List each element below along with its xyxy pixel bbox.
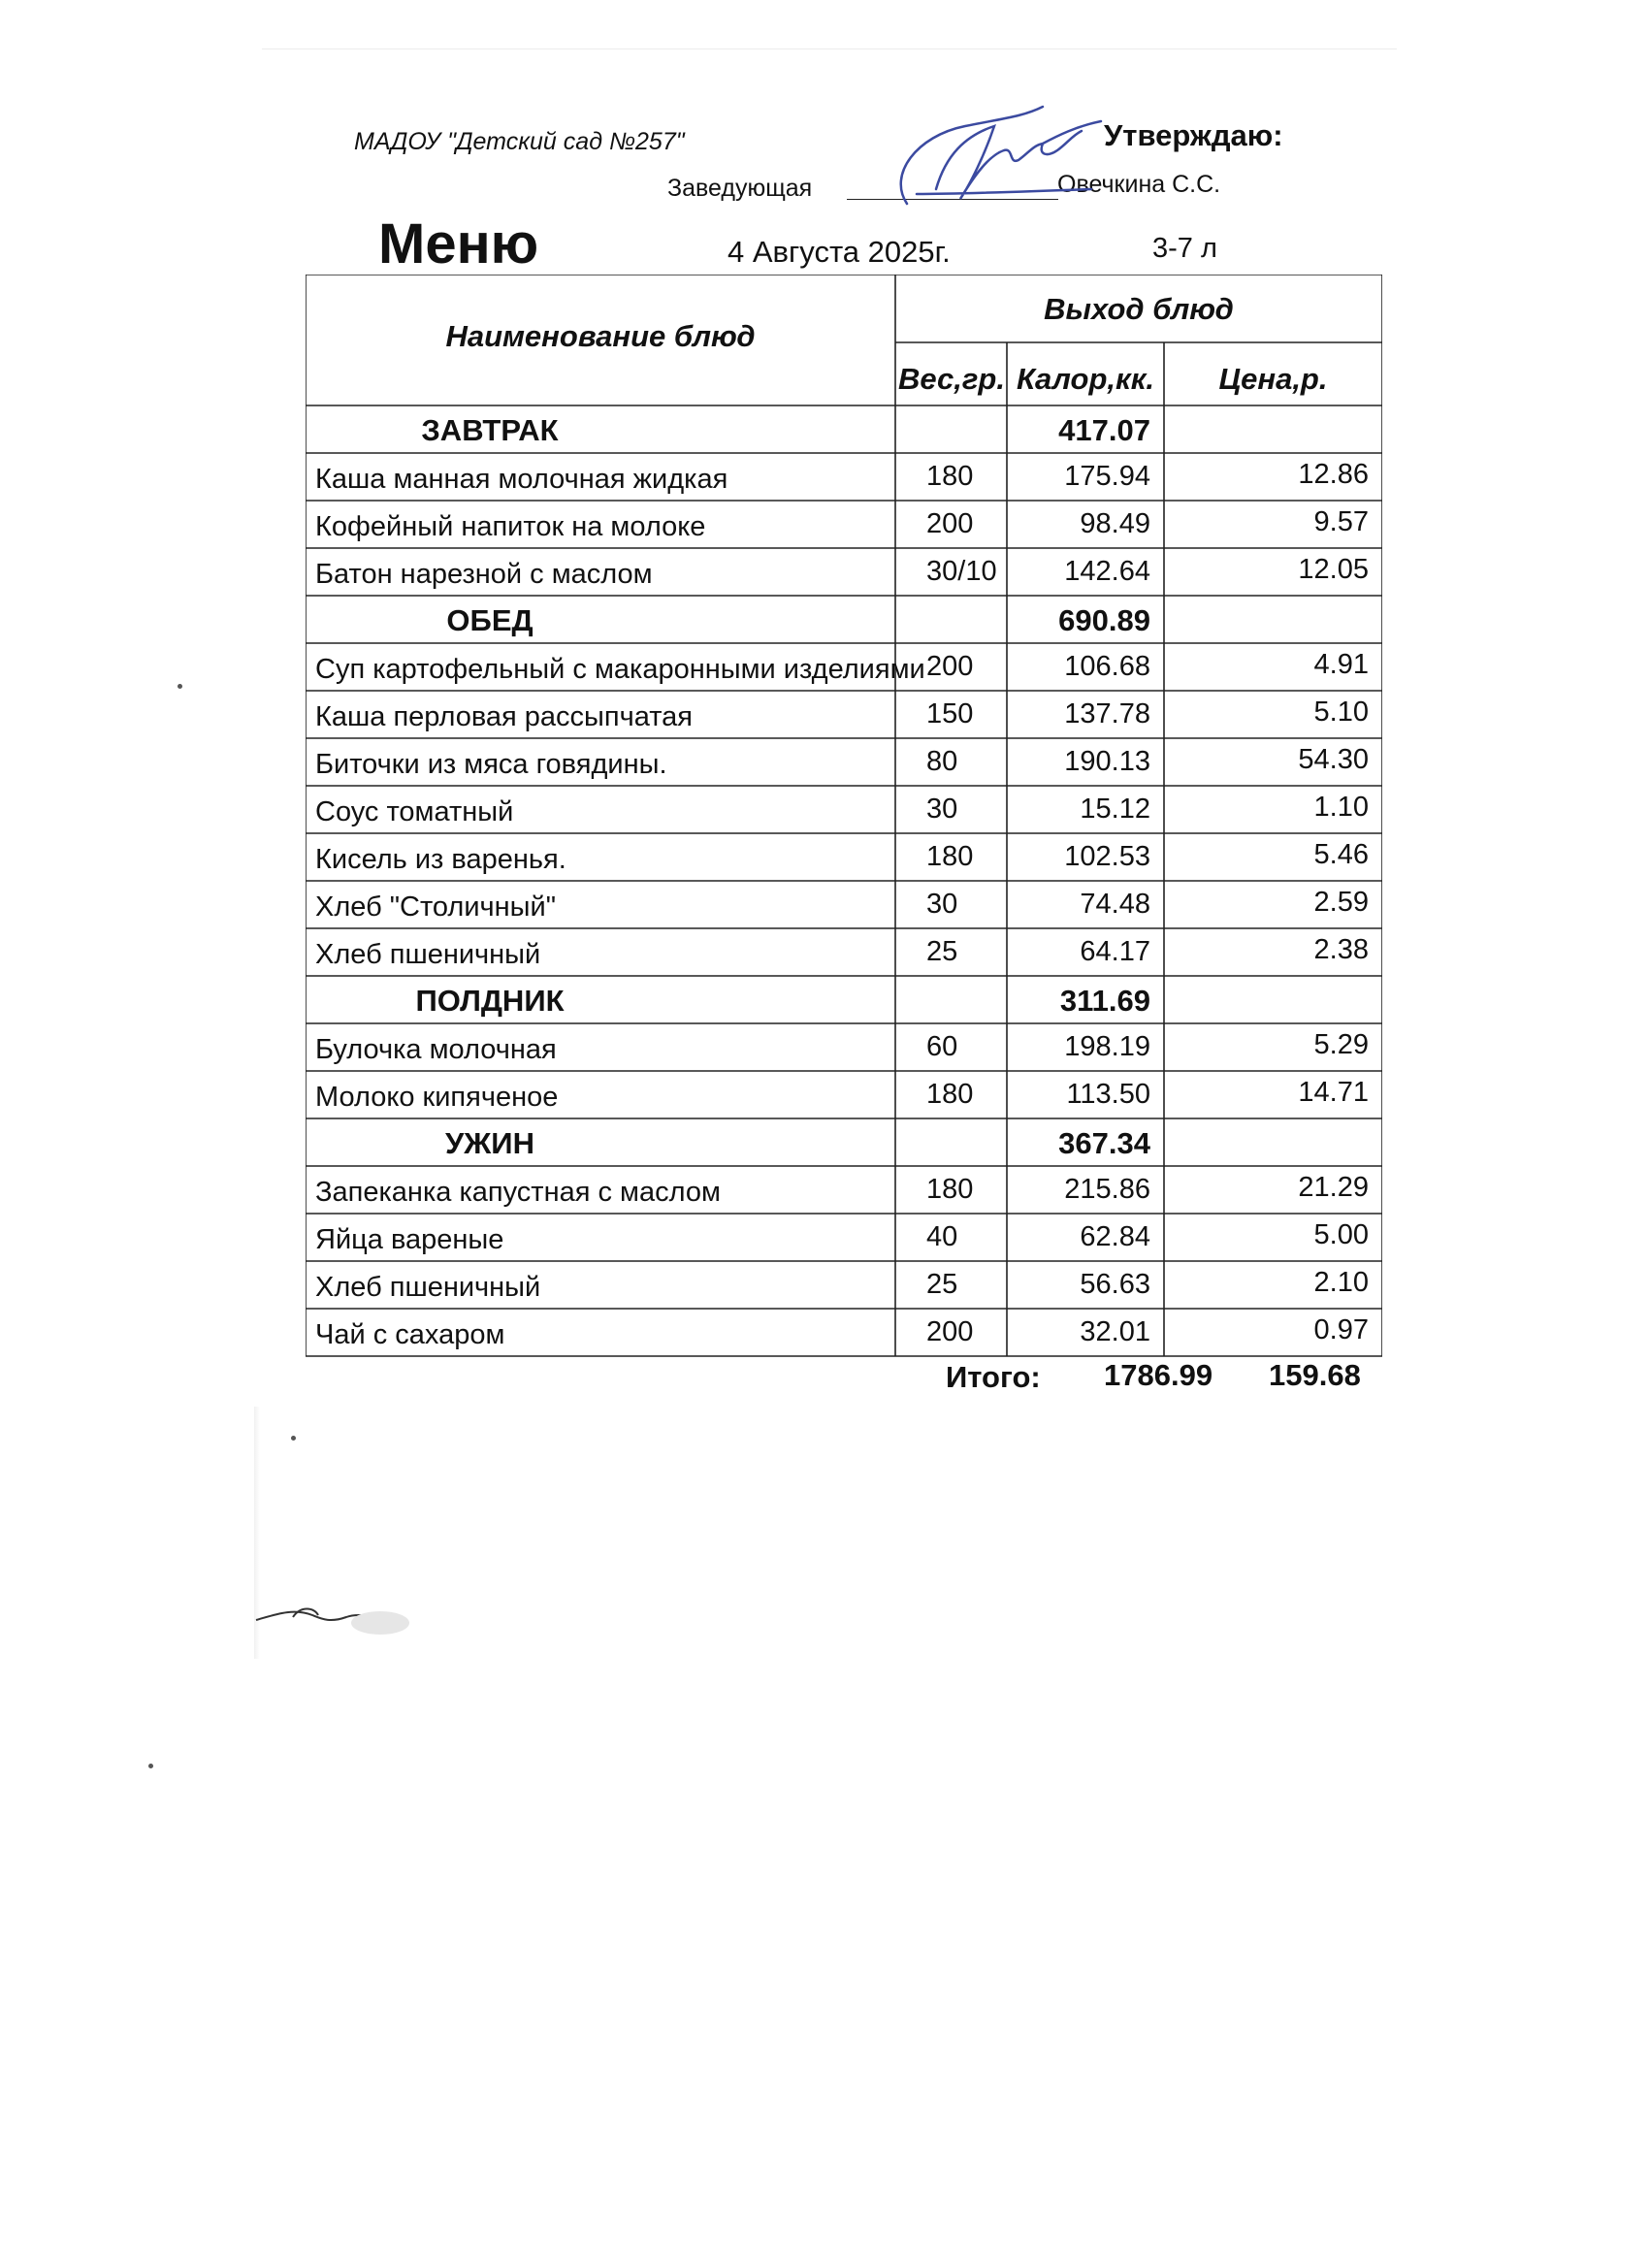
dish-name: Каша перловая рассыпчатая xyxy=(315,701,693,732)
dish-calories: 113.50 xyxy=(1066,1079,1150,1110)
section-title: ЗАВТРАК xyxy=(421,413,559,447)
dish-price: 2.59 xyxy=(1313,887,1369,918)
dish-price: 14.71 xyxy=(1298,1077,1369,1108)
dish-weight: 30 xyxy=(926,794,958,825)
dish-calories: 198.19 xyxy=(1064,1031,1150,1062)
total-calories: 1786.99 xyxy=(1104,1358,1213,1392)
dish-calories: 102.53 xyxy=(1064,841,1150,872)
ink-smudge xyxy=(254,1586,409,1644)
column-header-name: Наименование блюд xyxy=(445,319,756,353)
dish-weight: 180 xyxy=(926,1174,974,1205)
dish-calories: 142.64 xyxy=(1064,556,1150,587)
approve-label: Утверждаю: xyxy=(1104,118,1283,152)
dish-calories: 62.84 xyxy=(1080,1221,1150,1252)
dish-weight: 60 xyxy=(926,1031,958,1062)
dish-weight: 40 xyxy=(926,1221,958,1252)
dish-calories: 106.68 xyxy=(1064,651,1150,682)
dish-calories: 98.49 xyxy=(1080,508,1150,539)
column-header-weight: Вес,гр. xyxy=(898,362,1005,396)
dish-weight: 180 xyxy=(926,1079,974,1110)
handwritten-signature xyxy=(878,97,1120,223)
dish-calories: 215.86 xyxy=(1064,1174,1150,1205)
dish-name: Соус томатный xyxy=(315,796,514,827)
section-title: УЖИН xyxy=(445,1126,534,1160)
dish-calories: 15.12 xyxy=(1080,794,1150,825)
dish-calories: 56.63 xyxy=(1080,1269,1150,1300)
dish-calories: 137.78 xyxy=(1064,698,1150,729)
dish-weight: 200 xyxy=(926,508,974,539)
total-label: Итого: xyxy=(946,1360,1041,1394)
dish-weight: 150 xyxy=(926,698,974,729)
section-title: ПОЛДНИК xyxy=(415,984,565,1018)
age-group: 3-7 л xyxy=(1152,233,1217,264)
dish-weight: 180 xyxy=(926,841,974,872)
dish-name: Молоко кипяченое xyxy=(315,1082,559,1113)
dish-name: Суп картофельный с макаронными изделиями xyxy=(315,654,925,685)
menu-date: 4 Августа 2025г. xyxy=(728,235,951,269)
section-calories: 417.07 xyxy=(1058,413,1150,447)
dish-price: 1.10 xyxy=(1313,792,1369,823)
dish-name: Яйца вареные xyxy=(315,1224,504,1255)
dish-price: 5.29 xyxy=(1313,1029,1369,1060)
dish-weight: 25 xyxy=(926,936,958,967)
dish-price: 9.57 xyxy=(1313,506,1369,537)
dish-name: Кофейный напиток на молоке xyxy=(315,511,706,542)
column-header-calories: Калор,кк. xyxy=(1016,362,1155,396)
section-calories: 311.69 xyxy=(1059,984,1150,1018)
dish-price: 2.38 xyxy=(1313,934,1369,965)
dish-calories: 32.01 xyxy=(1080,1316,1150,1347)
dish-name: Биточки из мяса говядины. xyxy=(315,749,667,780)
section-calories: 690.89 xyxy=(1058,603,1150,637)
dish-name: Кисель из варенья. xyxy=(315,844,566,875)
dish-price: 2.10 xyxy=(1313,1267,1369,1298)
dish-calories: 190.13 xyxy=(1064,746,1150,777)
dish-price: 12.05 xyxy=(1298,554,1369,585)
scan-speck xyxy=(178,684,182,689)
head-name: Овечкина С.С. xyxy=(1057,171,1221,198)
dish-name: Хлеб пшеничный xyxy=(315,939,541,970)
dish-weight: 200 xyxy=(926,1316,974,1347)
dish-calories: 74.48 xyxy=(1080,889,1150,920)
scan-speck xyxy=(148,1764,153,1768)
dish-name: Запеканка капустная с маслом xyxy=(315,1177,721,1208)
dish-name: Чай с сахаром xyxy=(315,1319,505,1350)
dish-price: 54.30 xyxy=(1298,744,1369,775)
column-header-output: Выход блюд xyxy=(1044,292,1234,326)
dish-name: Хлеб пшеничный xyxy=(315,1272,541,1303)
dish-price: 0.97 xyxy=(1313,1314,1369,1345)
dish-price: 5.46 xyxy=(1313,839,1369,870)
dish-name: Хлеб "Столичный" xyxy=(315,891,557,923)
dish-name: Батон нарезной с маслом xyxy=(315,559,653,590)
dish-weight: 25 xyxy=(926,1269,958,1300)
dish-price: 5.00 xyxy=(1313,1219,1369,1250)
dish-price: 12.86 xyxy=(1298,459,1369,490)
head-role: Заведующая xyxy=(667,175,813,202)
section-title: ОБЕД xyxy=(446,603,534,637)
dish-weight: 30 xyxy=(926,889,958,920)
total-price: 159.68 xyxy=(1269,1358,1361,1392)
dish-weight: 80 xyxy=(926,746,958,777)
section-calories: 367.34 xyxy=(1058,1126,1150,1160)
dish-calories: 175.94 xyxy=(1064,461,1150,492)
dish-price: 4.91 xyxy=(1313,649,1369,680)
dish-weight: 30/10 xyxy=(926,556,997,587)
column-header-price: Цена,р. xyxy=(1218,362,1328,396)
menu-table xyxy=(306,275,1382,1358)
dish-name: Булочка молочная xyxy=(315,1034,557,1065)
dish-price: 21.29 xyxy=(1298,1172,1369,1203)
dish-price: 5.10 xyxy=(1313,697,1369,728)
dish-name: Каша манная молочная жидкая xyxy=(315,464,728,495)
dish-weight: 200 xyxy=(926,651,974,682)
dish-calories: 64.17 xyxy=(1080,936,1150,967)
organization-name: МАДОУ "Детский сад №257" xyxy=(354,128,685,155)
page-title: Меню xyxy=(378,212,539,275)
scan-speck xyxy=(291,1436,296,1441)
dish-weight: 180 xyxy=(926,461,974,492)
